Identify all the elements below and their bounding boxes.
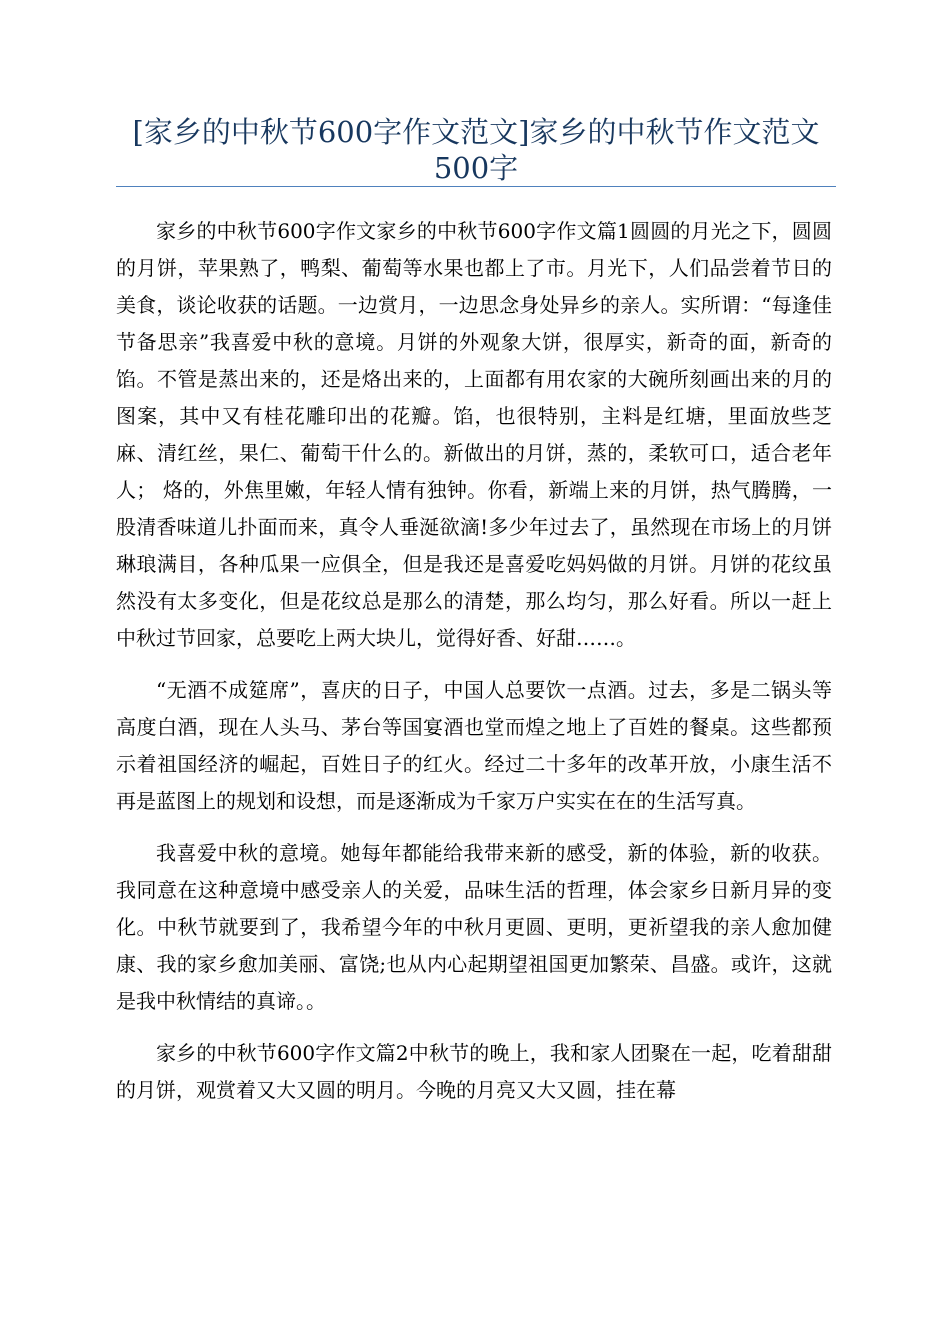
- document-title: [家乡的中秋节600字作文范文]家乡的中秋节作文范文500字: [132, 115, 820, 185]
- paragraph-3: 我喜爱中秋的意境。她每年都能给我带来新的感受，新的体验，新的收获。我同意在这种意境中感受亲人的关爱，品味生活的哲理，体会家乡日新月异的变化。中秋节就要到了，我希望今年的中秋月更圆、更明，更祈望我的亲人愈加健康、我的家乡愈加美丽、富饶;也从内心起期望祖国更加繁荣、昌盛。或许，这就是我中秋情结的真谛。。: [116, 841, 832, 1013]
- title-underline: [116, 186, 836, 187]
- paragraph-1: 家乡的中秋节600字作文家乡的中秋节600字作文篇1圆圆的月光之下，圆圆的月饼，苹果熟了，鸭梨、葡萄等水果也都上了市。月光下，人们品尝着节日的美食，谈论收获的话题。一边赏月，一边思念身处异乡的亲人。实所谓：“每逢佳节备思亲”我喜爱中秋的意境。月饼的外观象大饼，很厚实，新奇的面，新奇的馅。不管是蒸出来的，还是烙出来的，上面都有用农家的大碗所刻画出来的月的图案，其中又有桂花雕印出的花瓣。馅，也很特别，主料是红塘，里面放些芝麻、清红丝，果仁、葡萄干什么的。新做出的月饼，蒸的，柔软可口，适合老年人； 烙的，外焦里嫩，年轻人情有独钟。你看，新端上来的月饼，热气腾腾，一股清香味道儿扑面而来，真令人垂涎欲滴!多少年过去了，虽然现在市场上的月饼琳琅满目，各种瓜果一应俱全，但是我还是喜爱吃妈妈做的月饼。月饼的花纹虽然没有太多变化，但是花纹总是那么的清楚，那么均匀，那么好看。所以一赶上中秋过节回家，总要吃上两大块儿，觉得好香、好甜……。: [116, 219, 832, 650]
- paragraph-4: 家乡的中秋节600字作文篇2中秋节的晚上，我和家人团聚在一起，吃着甜甜的月饼，观赏着又大又圆的明月。今晚的月亮又大又圆，挂在幕: [116, 1041, 832, 1102]
- document-body: [116, 213, 832, 1124]
- paragraph-2: “无酒不成筵席”，喜庆的日子，中国人总要饮一点酒。过去，多是二锅头等高度白酒，现在人头马、茅台等国宴酒也堂而煌之地上了百姓的餐桌。这些都预示着祖国经济的崛起，百姓日子的红火。经过二十多年的改革开放，小康生活不再是蓝图上的规划和设想，而是逐渐成为千家万户实实在在的生活写真。: [116, 678, 832, 813]
